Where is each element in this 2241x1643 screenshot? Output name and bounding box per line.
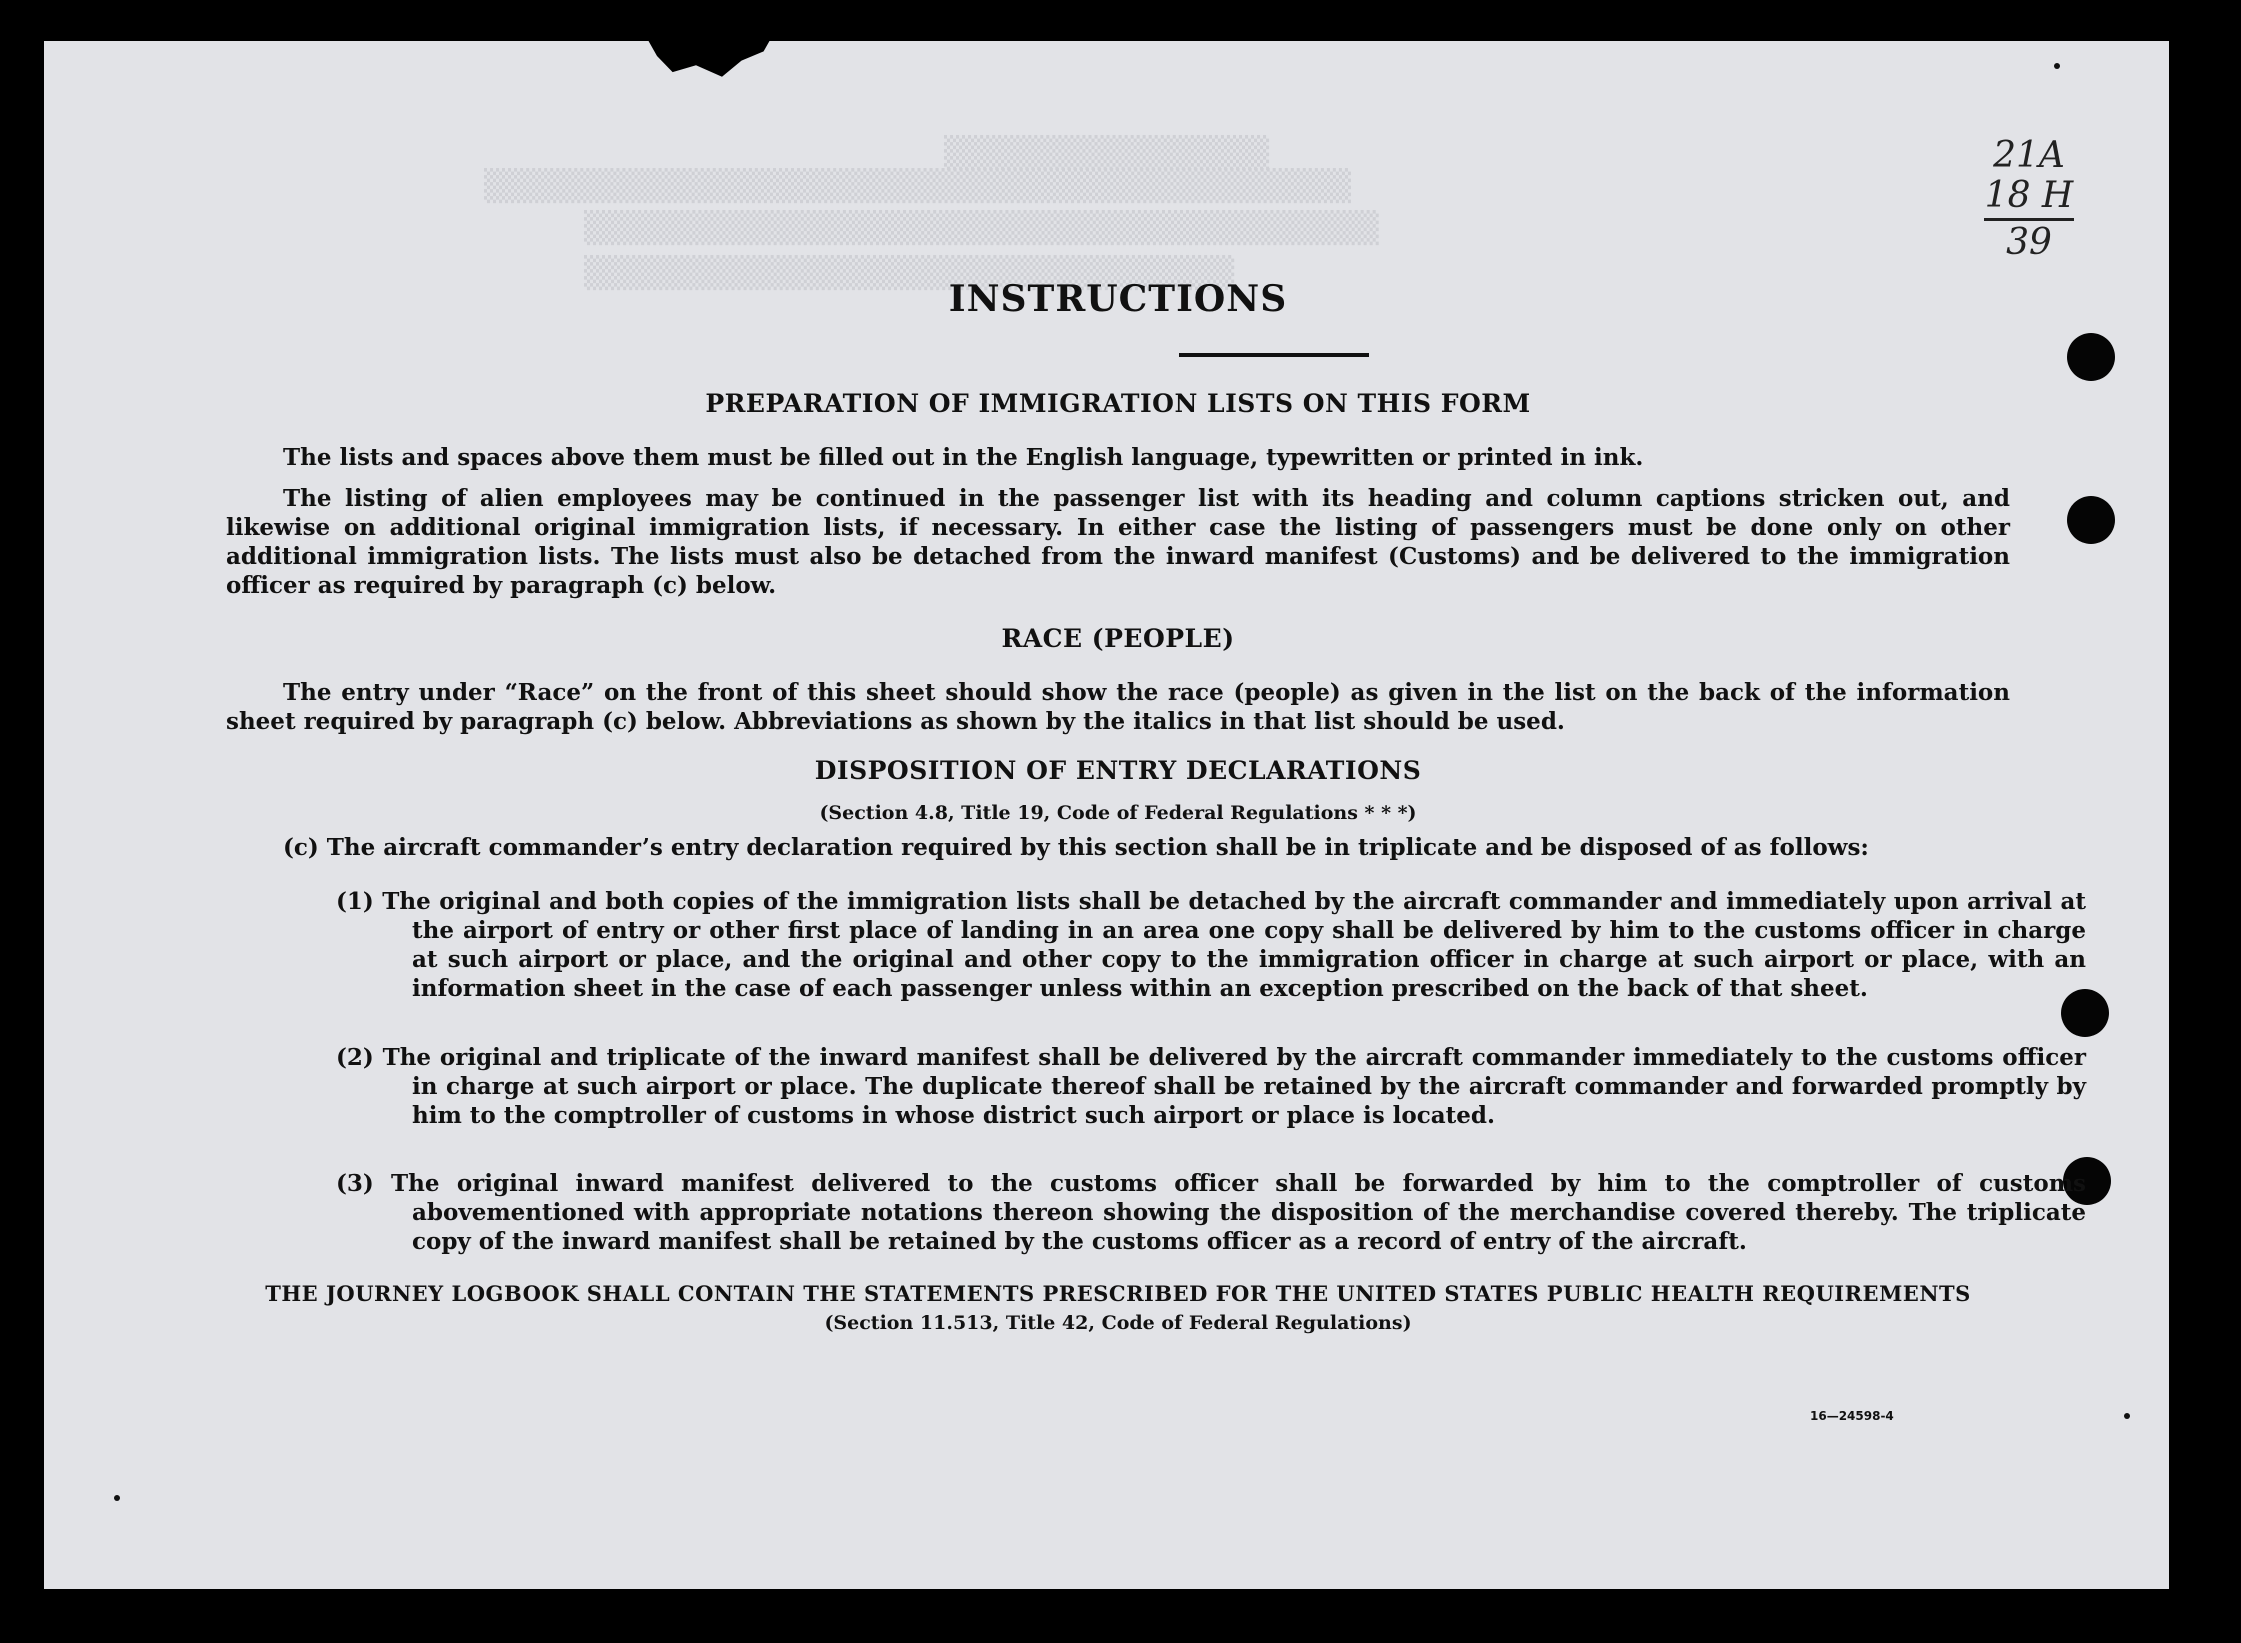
preparation-paragraph-1: The lists and spaces above them must be filled out in the English language, typewritten or printed in ink.: [283, 444, 1644, 471]
race-heading: RACE (PEOPLE): [1001, 624, 1235, 653]
punch-hole: [2067, 333, 2115, 381]
handwritten-note: [1974, 136, 2084, 263]
disposition-citation: (Section 4.8, Title 19, Code of Federal Regulations * * *): [819, 802, 1417, 824]
disposition-item-2: (2) The original and triplicate of the inward manifest shall be delivered by the aircraft commander immediately to the customs officer in charge at such airport or place. The duplicate thereof shall be retained by the aircraft commander and forwarded promptly by him to the comptroller of customs in whose district such airport or place is located.: [336, 1044, 2086, 1129]
handwritten-rule: [1984, 218, 2074, 221]
preparation-heading: PREPARATION OF IMMIGRATION LISTS ON THIS FORM: [705, 389, 1531, 418]
handwritten-line-1: 21A: [1993, 135, 2065, 176]
disposition-item-3: (3) The original inward manifest delivered to the customs officer shall be forwarded by him to the comptroller of customs abovementioned with appropriate notations thereon showing the disposition of the merchandise covered thereby. The triplicate copy of the inward manifest shall be retained by the customs officer as a record of entry of the aircraft.: [336, 1170, 2086, 1255]
speck: [114, 1495, 120, 1501]
disposition-intro: (c) The aircraft commander’s entry declaration required by this section shall be in triplicate and be disposed of as follows:: [283, 834, 1869, 861]
bleed-through-text: ▒▒▒▒▒▒▒▒▒▒▒▒▒▒▒▒▒▒: [944, 136, 1270, 171]
preparation-paragraph-2: The listing of alien employees may be continued in the passenger list with its heading and column captions stricken out, and likewise on additional original immigration lists, if necessary. In either case the listing of passengers must be done only on other additional immigration lists. The lists must also be detached from the inward manifest (Customs) and be delivered to the immigration officer as required by paragraph (c) below.: [226, 485, 2010, 599]
handwritten-line-2: 18 H: [1984, 175, 2074, 216]
disposition-heading: DISPOSITION OF ENTRY DECLARATIONS: [814, 756, 1422, 785]
speck: [2054, 63, 2060, 69]
torn-edge: [644, 41, 774, 79]
handwritten-line-3: 39: [2006, 222, 2052, 263]
form-number: 16—24598-4: [1810, 1409, 1894, 1423]
bleed-through-text: ▒▒▒▒▒▒▒▒▒▒▒▒▒▒▒▒▒▒▒▒▒▒▒▒▒▒▒▒▒▒▒▒▒▒▒▒▒▒▒▒▒▒▒▒▒▒▒▒: [484, 169, 1351, 204]
bleed-through-text: ▒▒▒▒▒▒▒▒▒▒▒▒▒▒▒▒▒▒▒▒▒▒▒▒▒▒▒▒▒▒▒▒▒▒▒▒▒▒▒▒▒▒▒▒: [584, 211, 1379, 246]
disposition-item-1: (1) The original and both copies of the immigration lists shall be detached by the aircraft commander and immediately upon arrival at the airport of entry or other first place of landing in an area one copy shall be delivered by him to the customs officer in charge at such airport or place, and the original and other copy to the immigration officer in charge at such airport or place, with an information sheet in the case of each passenger unless within an exception prescribed on the back of that sheet.: [336, 888, 2086, 1002]
title-underline: [1179, 353, 1369, 357]
footer-requirement: THE JOURNEY LOGBOOK SHALL CONTAIN THE STATEMENTS PRESCRIBED FOR THE UNITED STATES PUBLIC HEALTH REQUIREMENTS: [265, 1281, 1971, 1306]
bleed-through-text: ▒▒▒▒▒▒▒▒▒▒▒▒▒▒▒▒▒▒▒▒▒▒▒▒▒▒▒▒▒▒▒▒▒▒▒▒: [584, 256, 1235, 291]
race-paragraph: The entry under “Race” on the front of this sheet should show the race (people) as given in the list on the back of the information sheet required by paragraph (c) below. Abbreviations as shown by the italics in that list should be used.: [226, 679, 2010, 735]
document-page: [44, 41, 2169, 1589]
footer-citation: (Section 11.513, Title 42, Code of Federal Regulations): [824, 1312, 1412, 1334]
punch-hole: [2067, 496, 2115, 544]
page-title: INSTRUCTIONS: [948, 278, 1288, 320]
speck: [2124, 1413, 2130, 1419]
